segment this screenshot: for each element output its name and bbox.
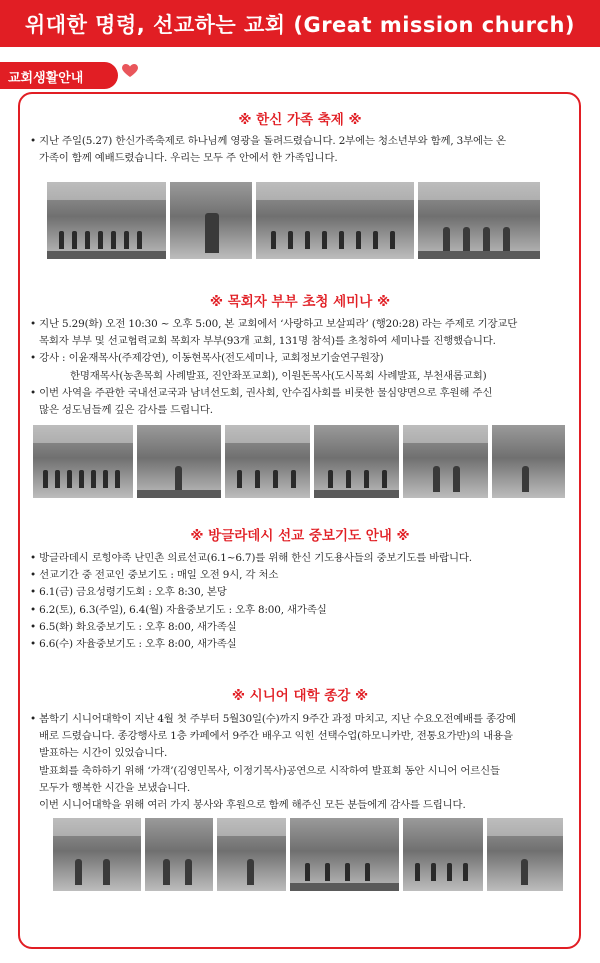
text-line: • 지난 주일(5.27) 한신가족축제로 하나님께 영광을 돌려드렸습니다. 2부에는 청소년부와 함께, 3부에는 온 (30, 135, 506, 147)
text-line: • 6.2(토), 6.3(주일), 6.4(월) 자율중보기도 : 오후 8:00, 새가족실 (30, 603, 327, 616)
section-tab (0, 62, 118, 89)
photo (53, 818, 141, 891)
pastor-seminar-photos (33, 425, 565, 498)
text-line: • 6.5(화) 화요중보기도 : 오후 8:00, 새가족실 (30, 620, 237, 633)
photo (217, 818, 286, 891)
section-title-senior-college: ※ 시니어 대학 종강 ※ (231, 688, 369, 704)
bangladesh-prayer-text (30, 550, 572, 653)
photo (418, 182, 540, 259)
senior-college-photos (53, 818, 563, 891)
page-header (0, 0, 600, 47)
text-line: • 이번 사역을 주관한 국내선교국과 남녀선도회, 권사회, 안수집사회를 비롯한 물심양면으로 후원해 주신 (30, 386, 493, 399)
text-line: 이번 시니어대학을 위해 여러 가지 봉사와 후원으로 함께 해주신 모든 분들에게 감사를 드립니다. (39, 799, 466, 812)
text-line: • 봄학기 시니어대학이 지난 4월 첫 주부터 5월30일(수)까지 9주간 과정 마치고, 지난 수요오전예배를 종강예 (30, 713, 516, 725)
photo (403, 425, 488, 498)
text-line: • 강사 : 이윤재목사(주제강연), 이동현목사(전도세미나, 교회정보기술연구원장) (30, 352, 384, 365)
section-tab-label: 교회생활안내 (8, 71, 84, 86)
photo (492, 425, 565, 498)
section-title-bangladesh-prayer: ※ 방글라데시 선교 중보기도 안내 ※ (190, 528, 410, 544)
photo (225, 425, 310, 498)
text-line: 발표하는 시간이 있었습니다. (39, 747, 168, 760)
text-line: • 6.6(수) 자율중보기도 : 오후 8:00, 새가족실 (30, 638, 237, 651)
text-line: 목회자 부부 및 선교협력교회 목회자 부부(93개 교회, 131명 참석)를 초청하여 세미나를 진행했습니다. (39, 335, 496, 348)
text-line: 배로 드렸습니다. 종강행사로 1층 카페에서 9주간 배우고 익힌 선택수업(하모니카반, 전통요가반)의 내용을 (39, 730, 513, 743)
text-line: 한명재목사(농촌목회 사례발표, 진안좌포교회), 이원돈목사(도시목회 사례발표, 부천새롬교회) (70, 369, 487, 382)
photo (170, 182, 252, 259)
text-line: 모두가 행복한 시간을 보냈습니다. (39, 781, 191, 794)
page-title: 위대한 명령, 선교하는 교회 (Great mission church) (25, 13, 575, 37)
family-festival-photos (47, 182, 540, 259)
section-title-pastor-seminar: ※ 목회자 부부 초청 세미나 ※ (209, 294, 391, 310)
text-line: 가족이 함께 예배드렸습니다. 우리는 모두 주 안에서 한 가족입니다. (39, 152, 338, 165)
photo (290, 818, 399, 891)
photo (33, 425, 133, 498)
section-title-family-festival: ※ 한신 가족 축제 ※ (238, 112, 362, 128)
text-line: 많은 성도님들께 깊은 감사를 드립니다. (39, 404, 213, 417)
photo (314, 425, 399, 498)
senior-college-text (30, 711, 572, 814)
heart-icon (120, 60, 140, 80)
family-festival-text (30, 133, 572, 167)
photo (403, 818, 483, 891)
pastor-seminar-text (30, 316, 572, 419)
photo (47, 182, 166, 259)
text-line: • 방글라데시 로힝야족 난민촌 의료선교(6.1~6.7)를 위해 한신 기도용사들의 중보기도를 바랍니다. (30, 552, 472, 564)
text-line: • 선교기간 중 전교인 중보기도 : 매일 오전 9시, 각 처소 (30, 569, 279, 582)
photo (487, 818, 563, 891)
photo (256, 182, 414, 259)
text-line: 발표회를 축하하기 위해 ‘가객’(김영민목사, 이정기목사)공연으로 시작하여 발표회 동안 시니어 어르신들 (39, 764, 500, 777)
photo (145, 818, 213, 891)
photo (137, 425, 221, 498)
text-line: • 6.1(금) 금요성령기도회 : 오후 8:30, 본당 (30, 586, 227, 599)
text-line: • 지난 5.29(화) 오전 10:30 ~ 오후 5:00, 본 교회에서 ‘사랑하고 보살피라’ (행20:28) 라는 주제로 기장교단 (30, 318, 518, 330)
